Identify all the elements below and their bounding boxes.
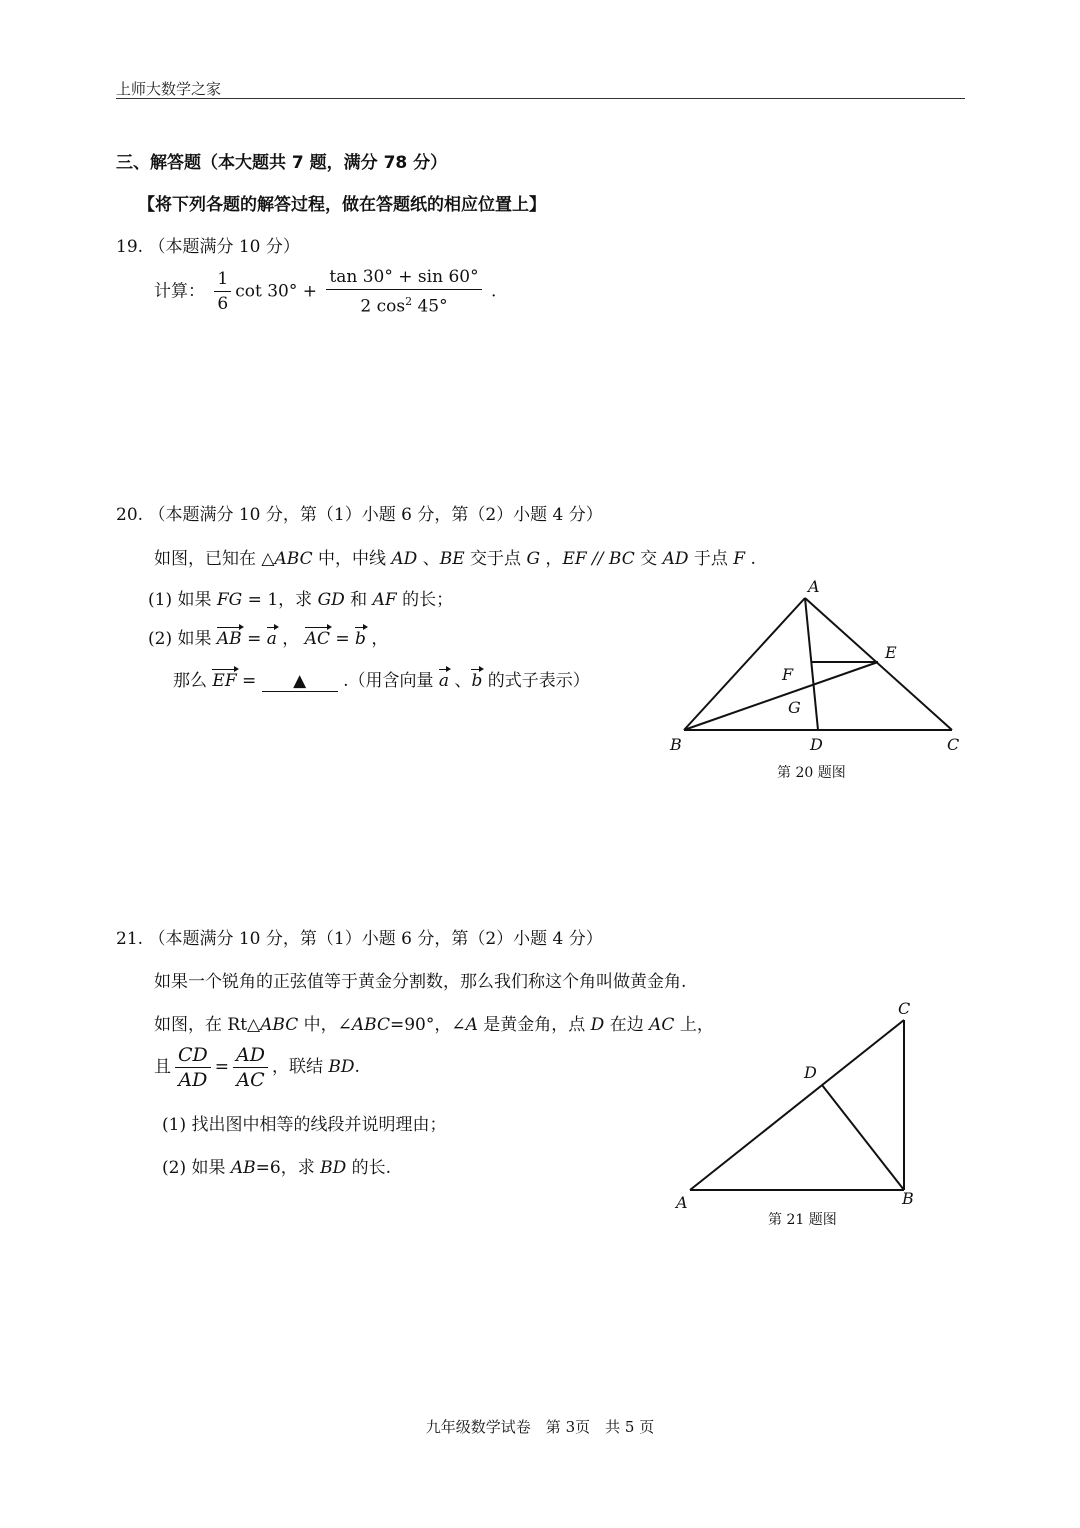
- page-footer: 九年级数学试卷 第 3页 共 5 页: [425, 1418, 655, 1436]
- q20-part1-label: (1) 如果: [148, 590, 217, 610]
- q20-stem: [154, 544, 756, 569]
- q20-part1-and: 和: [344, 590, 373, 610]
- q21-line3-p2: ，联结: [272, 1057, 329, 1077]
- q20-part2b: [173, 666, 590, 692]
- q21-label-c: C: [898, 999, 911, 1018]
- q21-fraction-2: [233, 1044, 268, 1091]
- section-title: 三、解答题（本大题共 7 题，满分 78 分）: [116, 153, 448, 173]
- q20-part1-eq: = 1，求: [242, 590, 318, 610]
- q19-term1: cot 30° +: [235, 281, 318, 302]
- q20-label-g: G: [788, 698, 801, 717]
- q21-part2-p1: (2) 如果: [162, 1158, 231, 1178]
- q21-part1: (1) 找出图中相等的线段并说明理由；: [162, 1115, 447, 1135]
- q20-median-be: [684, 662, 878, 730]
- q21-line1: 如果一个锐角的正弦值等于黄金分割数，那么我们称这个角叫做黄金角.: [154, 972, 687, 992]
- q21-line2-p6: 上，: [674, 1015, 714, 1035]
- q21-frac2-num: AD: [233, 1044, 268, 1068]
- q20-stem-p8: .: [745, 549, 756, 569]
- q20-number: 20.: [116, 505, 144, 525]
- header-rule: [116, 98, 965, 99]
- q20-stem-p3: 、: [417, 549, 440, 569]
- page-header: 上师大数学之家: [116, 80, 222, 98]
- q19-frac2-num: tan 30° + sin 60°: [326, 266, 481, 290]
- q19-fraction-2: [326, 266, 481, 318]
- q21-line2-p2: 中，∠: [298, 1015, 352, 1035]
- q21-line2-d: D: [590, 1015, 605, 1035]
- q19-expression: [154, 266, 496, 318]
- q19-number: 19.: [116, 237, 144, 257]
- q20-stem-p7: 于点: [688, 549, 734, 569]
- q19-frac1-den: 6: [217, 294, 229, 315]
- q20-part2-eq1: =: [241, 629, 267, 649]
- q19-frac2-den: [357, 290, 450, 318]
- q21-line3: [154, 1044, 360, 1091]
- q21-part2-ab: AB: [230, 1158, 256, 1178]
- q21-part2-bd: BD: [320, 1158, 347, 1178]
- q21-heading: [116, 924, 603, 949]
- q20-stem-ad2: AD: [662, 549, 689, 569]
- q21-figure: [660, 990, 940, 1235]
- q21-line3-p1: 且: [154, 1057, 171, 1077]
- q19-frac1-num: 1: [214, 268, 231, 292]
- q20-label-e: E: [885, 643, 897, 662]
- q21-line2-abc: ABC: [260, 1015, 299, 1035]
- q20-stem-p1: 如图，已知在 △: [154, 549, 275, 569]
- q21-part2-p2: =6，求: [255, 1158, 321, 1178]
- q21-line3-eq: =: [214, 1057, 230, 1077]
- q20-stem-p5: ，: [540, 549, 563, 569]
- q20-median-ad: [805, 598, 818, 730]
- q21-line2-p1: 如图，在 Rt△: [154, 1015, 261, 1035]
- q20-stem-f: F: [733, 549, 746, 569]
- q20-stem-abc: ABC: [274, 549, 313, 569]
- q20-label-a: A: [808, 577, 820, 596]
- q21-line2-abc2: ABC: [351, 1015, 390, 1035]
- q20-label-c: C: [947, 735, 960, 754]
- q20-label-f: F: [782, 665, 794, 684]
- q21-label-d: D: [804, 1063, 817, 1082]
- q20-part1-gd: GD: [317, 590, 345, 610]
- q20-label-b: B: [670, 735, 682, 754]
- q20-part2b-tail1: .（用含向量: [337, 671, 439, 691]
- q20-part1-af: AF: [372, 590, 397, 610]
- q21-fraction-1: [175, 1044, 211, 1091]
- q21-line2-p5: 在边: [604, 1015, 650, 1035]
- q21-frac1-num: CD: [175, 1044, 211, 1068]
- q21-segment-bd: [822, 1085, 904, 1190]
- q21-line2-p3: =90°，∠: [389, 1015, 466, 1035]
- q20-stem-bc: BC: [608, 549, 635, 569]
- q21-edge-ac: [690, 1020, 904, 1190]
- q21-part2-p3: 的长.: [346, 1158, 392, 1178]
- q20-figure: [660, 570, 980, 790]
- q20-part2-sep: ，: [276, 629, 305, 649]
- q19-heading: [116, 232, 300, 257]
- q19-frac2-den-b: 45°: [412, 296, 448, 317]
- q20-stem-p6: 交: [634, 549, 663, 569]
- q20-stem-p2: 中，中线: [312, 549, 392, 569]
- q20-stem-g: G: [526, 549, 541, 569]
- q20-part2b-tail2: 的式子表示）: [482, 671, 590, 691]
- q20-edge-ab: [684, 598, 805, 730]
- q20-part1-tail: 的长；: [396, 590, 454, 610]
- q21-line3-bd: BD: [328, 1057, 355, 1077]
- q21-line2-p4: 是黄金角，点: [477, 1015, 591, 1035]
- q20-answer-blank[interactable]: ▲: [262, 671, 338, 692]
- q21-line2: [154, 1010, 714, 1035]
- q21-line2-ac: AC: [649, 1015, 675, 1035]
- q20-part1: [148, 585, 453, 610]
- q19-end: .: [485, 281, 497, 302]
- q20-stem-ef: EF: [562, 549, 587, 569]
- q21-line2-a: A: [465, 1015, 478, 1035]
- section-instruction: 【将下列各题的解答过程，做在答题纸的相应位置上】: [138, 195, 546, 215]
- q20-heading: [116, 500, 603, 525]
- q20-vector-a2: a: [438, 671, 450, 691]
- q20-points: （本题满分 10 分，第（1）小题 6 分，第（2）小题 4 分）: [148, 505, 603, 525]
- q20-stem-parallel: //: [586, 549, 609, 569]
- q20-part2-tail: ，: [365, 629, 389, 649]
- q20-stem-ad: AD: [391, 549, 418, 569]
- q19-frac2-den-a: 2 cos: [360, 296, 406, 317]
- q19-prompt-text: 计算：: [154, 281, 205, 302]
- q20-part2-label: (2) 如果: [148, 629, 217, 649]
- q19-points: （本题满分 10 分）: [148, 237, 300, 257]
- q20-part2b-sep: 、: [449, 671, 472, 691]
- q20-label-d: D: [810, 735, 823, 754]
- q20-part2b-label: 那么: [173, 671, 213, 691]
- q21-number: 21.: [116, 929, 144, 949]
- q20-part2b-eq: =: [236, 671, 262, 691]
- q21-caption: 第 21 题图: [768, 1212, 837, 1228]
- q20-part2: [148, 624, 388, 649]
- q19-frac2-den-sup: 2: [405, 295, 413, 308]
- q19-fraction-1: [214, 268, 231, 315]
- q21-label-a: A: [676, 1193, 688, 1212]
- q20-vector-ab: AB: [216, 629, 242, 649]
- q20-vector-b: b: [355, 629, 366, 649]
- q20-vector-a: a: [266, 629, 277, 649]
- q21-frac1-den: AD: [178, 1069, 208, 1091]
- q21-frac2-den: AC: [236, 1069, 265, 1091]
- q20-stem-be: BE: [439, 549, 465, 569]
- q20-caption: 第 20 题图: [777, 765, 846, 781]
- q20-edge-ac: [805, 598, 952, 730]
- q21-points: （本题满分 10 分，第（1）小题 6 分，第（2）小题 4 分）: [148, 929, 603, 949]
- q20-vector-b2: b: [471, 671, 483, 691]
- q21-label-b: B: [902, 1189, 914, 1208]
- q20-part1-fg: FG: [216, 590, 243, 610]
- q21-line3-p3: .: [354, 1057, 360, 1077]
- q20-part2-eq2: =: [329, 629, 356, 649]
- q20-stem-p4: 交于点: [464, 549, 527, 569]
- q20-vector-ef: EF: [212, 671, 237, 691]
- q21-part2: [162, 1153, 391, 1178]
- q20-vector-ac: AC: [304, 629, 330, 649]
